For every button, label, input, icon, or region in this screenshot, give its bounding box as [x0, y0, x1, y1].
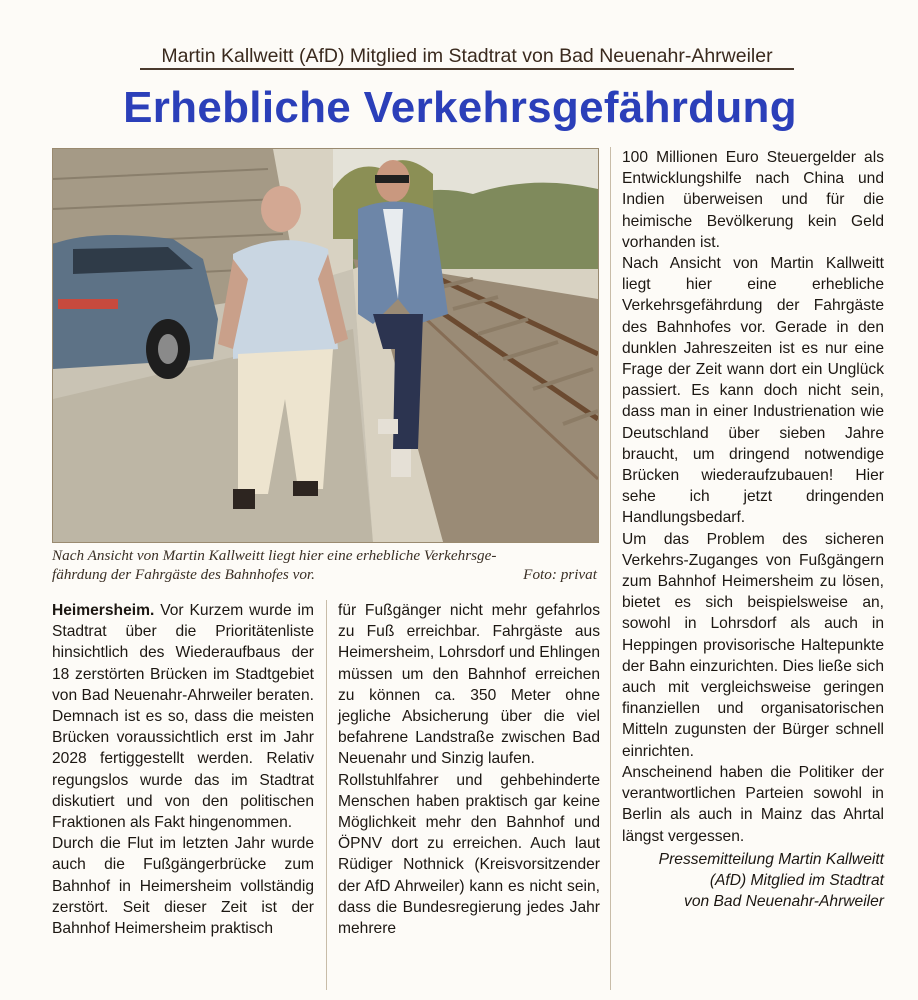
- paragraph-text: Vor Kurzem wurde im Stadtrat über die Prioritätenliste hinsichtlich des Wiederaufbaus der 18 zerstörten Brücken im Stadtgebiet von Bad Neuenahr-Ahrweiler beraten. Demnach ist es so, dass die meisten Brücken voraussichtlich erst im Jahr 2028 fertiggestellt werden. Relativ regungslos wurde das im Stadtrat diskutiert und von den politischen Fraktionen als Fakt hingenommen.: [52, 602, 314, 832]
- article-paragraph: Um das Problem des sicheren Verkehrs-Zuganges von Fußgängern zum Bahnhof Heimersheim zu lösen, bietet es sich beispielsweise an, sowohl in Lohrsdorf als auch in Heppingen provisorische Haltepunkte der Bahn einzurichten. Dies ließe sich auch mit vergleichsweise geringen finanziellen und organisatorischen Mitteln zugunsten der Bürger schnell einrichten.: [622, 530, 884, 760]
- column-divider: [326, 600, 327, 990]
- signature-line: von Bad Neuenahr-Ahrweiler: [684, 892, 884, 910]
- article-paragraph: Anscheinend haben die Politiker der verantwortlichen Parteien sowohl in Berlin als auch in Mainz das Ahrtal längst vergessen.: [622, 763, 884, 845]
- article-paragraph: Durch die Flut im letzten Jahr wurde auch die Fußgängerbrücke zum Bahnhof in Heimersheim vollständig zerstört. Seit dieser Zeit ist der Bahnhof Heimersheim praktisch: [52, 835, 314, 938]
- article-column-left: [52, 600, 314, 939]
- signature-line: (AfD) Mitglied im Stadtrat: [709, 871, 884, 889]
- column-divider: [610, 147, 611, 990]
- caption-line-2: fährdung der Fahrgäste des Bahnhofes vor.: [52, 566, 315, 583]
- photo-caption: [52, 546, 597, 584]
- signature-line: Pressemitteilung Martin Kallweitt: [658, 850, 884, 868]
- kicker-underline: [140, 68, 794, 70]
- caption-line-1: Nach Ansicht von Martin Kallweitt liegt hier eine erhebliche Verkehrsge-: [52, 547, 497, 564]
- article-paragraph: [52, 600, 314, 833]
- dateline: Heimersheim.: [52, 602, 155, 619]
- article-column-middle: [338, 600, 600, 939]
- article-paragraph: für Fußgänger nicht mehr gefahrlos zu Fuß erreichbar. Fahrgäste aus Heimersheim, Lohrsdorf und Ehlingen müssen um den Bahnhof erreichen zu können ca. 350 Meter ohne jegliche Absicherung über die viel befahrene Landstraße zwischen Bad Neuenahr und Sinzig laufen.: [338, 602, 600, 768]
- photo-credit: Foto: privat: [523, 566, 597, 583]
- article-kicker: Martin Kallweitt (AfD) Mitglied im Stadtrat von Bad Neuenahr-Ahrweiler: [161, 45, 773, 67]
- article-paragraph: Rollstuhlfahrer und gehbehinderte Menschen haben praktisch gar keine Möglichkeit mehr den Bahnhof und ÖPNV dort zu erreichen. Auch laut Rüdiger Nothnick (Kreisvorsitzender der AfD Ahrweiler) kann es nicht sein, dass die Bundesregierung jedes Jahr mehrere: [338, 771, 600, 938]
- photo-railway-scene: [53, 149, 598, 542]
- press-release-signature: [622, 849, 884, 912]
- article-paragraph: 100 Millionen Euro Steuergelder als Entwicklungshilfe nach China und Indien überweisen und für die heimische Bevölkerung kein Geld vorhanden ist.: [622, 149, 884, 251]
- article-column-right: [622, 147, 884, 912]
- article-paragraph: Nach Ansicht von Martin Kallweitt liegt hier eine erhebliche Verkehrsgefährdung der Fahrgäste des Bahnhofes vor. Gerade in den dunklen Jahreszeiten ist es nur eine Frage der Zeit wann dort ein Unglück passiert. Es kann doch nicht sein, dass man in einer Industrienation wie Deutschland über sieben Jahre braucht, um dringend notwendige Brücken wiederaufzubauen! Hier sehe ich jetzt dringenden Handlungsbedarf.: [622, 255, 884, 527]
- article-headline: Erhebliche Verkehrsgefährdung: [123, 83, 797, 132]
- article-photo: [52, 148, 599, 543]
